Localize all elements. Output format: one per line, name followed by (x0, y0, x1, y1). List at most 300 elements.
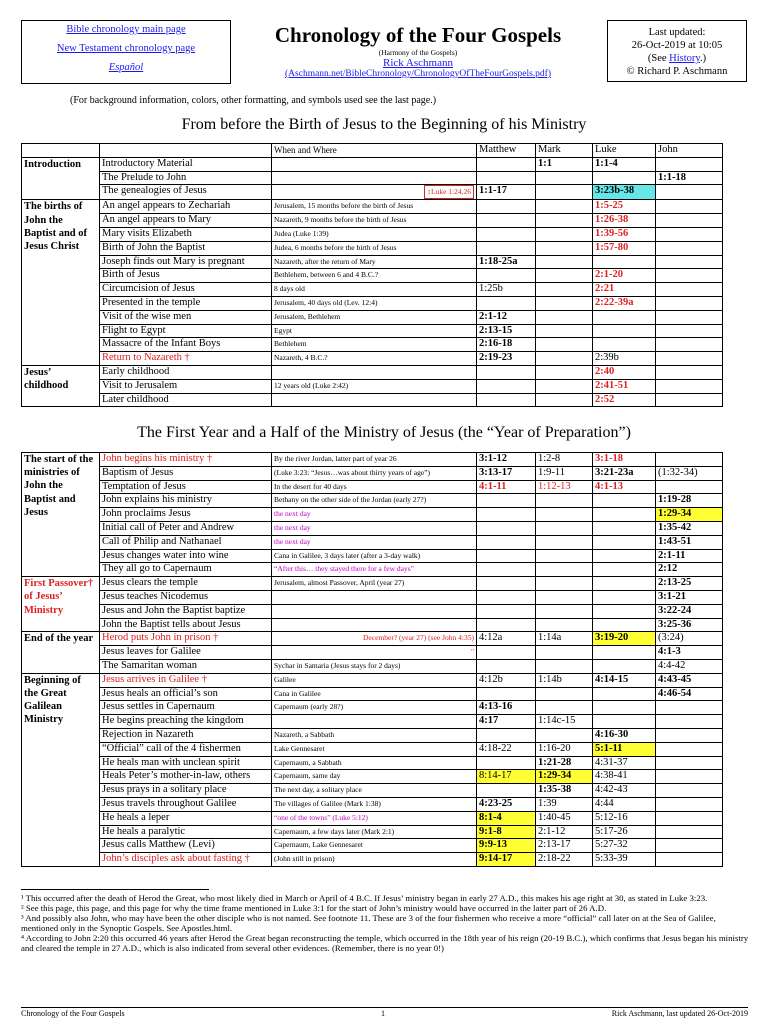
table-row (22, 797, 723, 811)
scripture-ref-cell: 2:21 (593, 283, 656, 297)
when-where-cell (272, 185, 477, 200)
scripture-ref-cell (656, 784, 723, 798)
event-cell: An angel appears to Zechariah (100, 200, 272, 214)
scripture-ref-cell (593, 549, 656, 563)
scripture-ref-cell (536, 590, 593, 604)
event-cell: Birth of Jesus (100, 269, 272, 283)
when-where-cell: Judea (Luke 1:39) (272, 227, 477, 241)
scripture-ref-cell: 1:14b (536, 673, 593, 687)
scripture-ref-cell: 2:22-39a (593, 296, 656, 310)
scripture-ref-cell (656, 480, 723, 494)
scripture-ref-cell: 3:13-17 (477, 466, 536, 480)
table-row (22, 453, 723, 467)
table-row (22, 839, 723, 853)
event-cell: Baptism of Jesus (100, 466, 272, 480)
table-row (22, 632, 723, 646)
scripture-ref-cell: 1:9-11 (536, 466, 593, 480)
table-row (22, 577, 723, 591)
scripture-ref-cell: 1:25b (477, 283, 536, 297)
table-row (22, 241, 723, 255)
when-where-cell: 8 days old (272, 283, 477, 297)
pdf-url-link[interactable]: (Aschmann.net/BibleChronology/ChronologyOfTheFourGospels.pdf) (285, 69, 551, 79)
scripture-ref-cell (656, 310, 723, 324)
scripture-ref-cell: 3:1-21 (656, 590, 723, 604)
event-cell: They all go to Capernaum (100, 563, 272, 577)
scripture-ref-cell (593, 494, 656, 508)
scripture-ref-cell (536, 535, 593, 549)
column-header: Luke (593, 144, 656, 158)
scripture-ref-cell (656, 338, 723, 352)
scripture-ref-cell (656, 241, 723, 255)
scripture-ref-cell (656, 185, 723, 200)
scripture-ref-cell: 1:1-4 (593, 157, 656, 171)
event-cell: The Prelude to John (100, 171, 272, 185)
scripture-ref-cell (656, 255, 723, 269)
scripture-ref-cell: 1:29-34 (656, 508, 723, 522)
event-cell: Introductory Material (100, 157, 272, 171)
scripture-ref-cell (536, 365, 593, 379)
table-row (22, 338, 723, 352)
scripture-ref-cell: 4:14-15 (593, 673, 656, 687)
event-cell: Jesus teaches Nicodemus (100, 590, 272, 604)
scripture-ref-cell (656, 352, 723, 366)
scripture-ref-cell (477, 227, 536, 241)
title-block (240, 22, 596, 79)
section2-title: The First Year and a Half of the Ministry of Jesus (the “Year of Preparation”) (137, 424, 631, 441)
scripture-ref-cell: 3:19-20 (593, 632, 656, 646)
scripture-ref-cell (656, 283, 723, 297)
scripture-ref-cell (536, 563, 593, 577)
event-cell: Jesus changes water into wine (100, 549, 272, 563)
event-cell: Jesus heals an official’s son (100, 687, 272, 701)
when-where-cell: Galilee (272, 673, 477, 687)
scripture-ref-cell (656, 715, 723, 729)
scripture-ref-cell (536, 379, 593, 393)
column-header: Matthew (477, 144, 536, 158)
scripture-ref-cell (477, 659, 536, 673)
event-cell: Initial call of Peter and Andrew (100, 521, 272, 535)
scripture-ref-cell (656, 770, 723, 784)
scripture-ref-cell (656, 365, 723, 379)
section-label: Beginning of the Great Galilean Ministry (22, 673, 100, 866)
scripture-ref-cell (656, 296, 723, 310)
when-where-cell: Capernaum (early 28?) (272, 701, 477, 715)
event-cell: Jesus arrives in Galilee † (100, 673, 272, 687)
section-label: Introduction (22, 157, 100, 200)
scripture-ref-cell (477, 728, 536, 742)
footnote-2: ² See this page, this page, and this page for why the time frame mentioned in Luke 3:1 for the start of John’s ministry would have occurred in the latter part of 26 A.D. (21, 903, 607, 913)
when-where-cell: Jerusalem, 15 months before the birth of Jesus (272, 200, 477, 214)
scripture-ref-cell (477, 157, 536, 171)
when-where-cell: Egypt (272, 324, 477, 338)
when-where-cell (272, 590, 477, 604)
scripture-ref-cell (656, 839, 723, 853)
scripture-ref-cell (593, 310, 656, 324)
table-row (22, 494, 723, 508)
event-cell: Massacre of the Infant Boys (100, 338, 272, 352)
scripture-ref-cell (656, 742, 723, 756)
table-row (22, 352, 723, 366)
scripture-ref-cell (477, 604, 536, 618)
event-cell: Mary visits Elizabeth (100, 227, 272, 241)
scripture-ref-cell: 2:40 (593, 365, 656, 379)
scripture-ref-cell: 1:57-80 (593, 241, 656, 255)
updated-label: Last updated: (648, 27, 706, 38)
scripture-ref-cell (536, 200, 593, 214)
scripture-ref-cell: 1:35-38 (536, 784, 593, 798)
scripture-ref-cell: 2:19-23 (477, 352, 536, 366)
table-row (22, 393, 723, 407)
scripture-ref-cell (477, 200, 536, 214)
when-where-cell (272, 393, 477, 407)
table-row (22, 296, 723, 310)
scripture-ref-cell (593, 701, 656, 715)
scripture-ref-cell (593, 508, 656, 522)
cross-reference-link[interactable]: ↕Luke 1:24,26 (424, 185, 474, 199)
event-cell: Jesus clears the temple (100, 577, 272, 591)
event-cell: He heals man with unclean spirit (100, 756, 272, 770)
scripture-ref-cell (593, 604, 656, 618)
event-cell: Jesus and John the Baptist baptize (100, 604, 272, 618)
scripture-ref-cell (477, 646, 536, 660)
when-where-cell: “one of the towns” (Luke 5:12) (272, 811, 477, 825)
scripture-ref-cell: 2:18-22 (536, 853, 593, 867)
when-where-cell (272, 171, 477, 185)
scripture-ref-cell: 4:38-41 (593, 770, 656, 784)
event-cell: The genealogies of Jesus (100, 185, 272, 200)
when-where-cell: Capernaum, same day (272, 770, 477, 784)
page-number: 1 (381, 1009, 385, 1018)
scripture-ref-cell (593, 577, 656, 591)
event-cell: Circumcision of Jesus (100, 283, 272, 297)
scripture-ref-cell (536, 659, 593, 673)
when-where-cell: Cana in Galilee (272, 687, 477, 701)
scripture-ref-cell: 1:5-25 (593, 200, 656, 214)
section-label: First Passover† of Jesus’ Ministry (22, 577, 100, 632)
scripture-ref-cell: 2:12 (656, 563, 723, 577)
scripture-ref-cell (593, 521, 656, 535)
scripture-ref-cell: 1:29-34 (536, 770, 593, 784)
scripture-ref-cell: 4:13-16 (477, 701, 536, 715)
scripture-ref-cell: 9:1-8 (477, 825, 536, 839)
scripture-ref-cell: 1:39 (536, 797, 593, 811)
scripture-ref-cell: 1:35-42 (656, 521, 723, 535)
scripture-ref-cell: 3:1-18 (593, 453, 656, 467)
scripture-ref-cell (656, 200, 723, 214)
scripture-ref-cell: 1:39-56 (593, 227, 656, 241)
page-title: Chronology of the Four Gospels (274, 23, 562, 47)
scripture-ref-cell (593, 255, 656, 269)
scripture-ref-cell (536, 227, 593, 241)
when-where-cell: Nazareth, a Sabbath (272, 728, 477, 742)
table-row (22, 521, 723, 535)
table-row (22, 480, 723, 494)
scripture-ref-cell (536, 352, 593, 366)
scripture-ref-cell (593, 535, 656, 549)
scripture-ref-cell: 1:16-20 (536, 742, 593, 756)
scripture-ref-cell (656, 269, 723, 283)
scripture-ref-cell (536, 508, 593, 522)
table-row (22, 157, 723, 171)
table-row (22, 811, 723, 825)
table-row (22, 283, 723, 297)
when-where-cell: Jerusalem, almost Passover, April (year 27) (272, 577, 477, 591)
when-where-cell: In the desert for 40 days (272, 480, 477, 494)
event-cell: Herod puts John in prison † (100, 632, 272, 646)
scripture-ref-cell: 1:1-18 (656, 171, 723, 185)
when-where-cell: Cana in Galilee, 3 days later (after a 3-day walk) (272, 549, 477, 563)
event-cell: He heals a paralytic (100, 825, 272, 839)
author-link[interactable]: Rick Aschmann (383, 57, 453, 69)
table-row (22, 535, 723, 549)
scripture-ref-cell (536, 646, 593, 660)
scripture-ref-cell: 1:1 (536, 157, 593, 171)
when-where-cell: Nazareth, 9 months before the birth of Jesus (272, 214, 477, 228)
scripture-ref-cell (536, 604, 593, 618)
event-cell: Jesus leaves for Galilee (100, 646, 272, 660)
scripture-ref-cell: 5:1-11 (593, 742, 656, 756)
table-row (22, 756, 723, 770)
scripture-ref-cell (536, 393, 593, 407)
scripture-ref-cell (536, 171, 593, 185)
scripture-ref-cell (656, 797, 723, 811)
scripture-ref-cell (477, 563, 536, 577)
scripture-ref-cell: 4:1-3 (656, 646, 723, 660)
when-where-cell: Capernaum, a few days later (Mark 2:1) (272, 825, 477, 839)
scripture-ref-cell: 4:46-54 (656, 687, 723, 701)
scripture-ref-cell: 4:1-11 (477, 480, 536, 494)
page-subtitle: (Harmony of the Gospels) (378, 48, 458, 57)
scripture-ref-cell (593, 324, 656, 338)
section1-title: From before the Birth of Jesus to the Beginning of his Ministry (181, 116, 587, 133)
scripture-ref-cell: 4:18-22 (477, 742, 536, 756)
history-link[interactable]: History (669, 53, 700, 64)
section-label: End of the year (22, 632, 100, 673)
scripture-ref-cell (477, 590, 536, 604)
table-header-row (22, 144, 723, 158)
scripture-ref-cell: (3:24) (656, 632, 723, 646)
table-row (22, 659, 723, 673)
table-row (22, 853, 723, 867)
scripture-ref-cell: 4:17 (477, 715, 536, 729)
espanol-link[interactable]: Español (108, 62, 144, 73)
scripture-ref-cell: 1:21-28 (536, 756, 593, 770)
scripture-ref-cell: 4:12a (477, 632, 536, 646)
scripture-ref-cell (536, 687, 593, 701)
scripture-ref-cell: 2:13-17 (536, 839, 593, 853)
scripture-ref-cell: 1:18-25a (477, 255, 536, 269)
scripture-ref-cell: 2:41-51 (593, 379, 656, 393)
history-line: (See History.) (647, 53, 707, 64)
when-where-cell: Bethlehem, between 6 and 4 B.C.? (272, 269, 477, 283)
table-row (22, 563, 723, 577)
scripture-ref-cell: 3:23b-38 (593, 185, 656, 200)
footnotes (21, 893, 751, 953)
table-row (22, 185, 723, 200)
scripture-ref-cell (656, 393, 723, 407)
section-label: The start of the ministries of John the Baptist and Jesus (22, 453, 100, 577)
scripture-ref-cell: 9:9-13 (477, 839, 536, 853)
scripture-ref-cell: 4:1-13 (593, 480, 656, 494)
event-cell: He heals a leper (100, 811, 272, 825)
scripture-ref-cell: 5:12-16 (593, 811, 656, 825)
table-row (22, 728, 723, 742)
table-row (22, 200, 723, 214)
scripture-ref-cell (477, 241, 536, 255)
when-where-cell: (Luke 3:23: “Jesus…was about thirty years of age”) (272, 466, 477, 480)
footnote-1: ¹ This occurred after the death of Herod the Great, who most likely died in March or April of 4 B.C. If Jesus’ ministry began in early 27 A.D., this makes his age right at 30, as stated in Luke 3:23. (21, 893, 708, 903)
scripture-ref-cell (477, 549, 536, 563)
event-cell: Jesus calls Matthew (Levi) (100, 839, 272, 853)
scripture-ref-cell (656, 453, 723, 467)
scripture-ref-cell (593, 659, 656, 673)
scripture-ref-cell (536, 577, 593, 591)
when-where-cell: Lake Gennesaret (272, 742, 477, 756)
footer-rule (21, 1007, 748, 1008)
when-where-cell: Sychar in Samaria (Jesus stays for 2 days) (272, 659, 477, 673)
section-label: Jesus’ childhood (22, 365, 100, 406)
when-where-cell: “After this… they stayed there for a few days” (272, 563, 477, 577)
scripture-ref-cell (477, 687, 536, 701)
scripture-ref-cell (477, 171, 536, 185)
event-cell: The Samaritan woman (100, 659, 272, 673)
scripture-ref-cell (593, 590, 656, 604)
when-where-cell: Jerusalem, Bethlehem (272, 310, 477, 324)
table-row (22, 269, 723, 283)
column-header: When and Where (272, 144, 477, 158)
event-cell: John proclaims Jesus (100, 508, 272, 522)
when-where-cell: Nazareth, 4 B.C.? (272, 352, 477, 366)
when-where-cell (272, 157, 477, 171)
when-where-cell (272, 715, 477, 729)
scripture-ref-cell: 2:1-12 (536, 825, 593, 839)
event-cell: John’s disciples ask about fasting † (100, 853, 272, 867)
table-row (22, 255, 723, 269)
scripture-ref-cell: 2:1-20 (593, 269, 656, 283)
table-row (22, 379, 723, 393)
scripture-ref-cell: 4:42-43 (593, 784, 656, 798)
scripture-ref-cell (477, 535, 536, 549)
scripture-ref-cell: 1:12-13 (536, 480, 593, 494)
footnote-4: ⁴ According to John 2:20 this occurred 46 years after Herod the Great began reconstructing the temple, which occurred in the 18th year of his reign (20-19 B.C.), which confirms that Jesus began his ministry and cleared the temple in 27 A.D., which is also indicated from several other evidences. (Remember, there is no year 0!) (21, 933, 749, 953)
scripture-ref-cell (536, 255, 593, 269)
scripture-ref-cell (477, 521, 536, 535)
scripture-ref-cell: 1:2-8 (536, 453, 593, 467)
scripture-ref-cell (536, 618, 593, 632)
event-cell: Presented in the temple (100, 296, 272, 310)
scripture-ref-cell: 4:4-42 (656, 659, 723, 673)
scripture-ref-cell (593, 715, 656, 729)
table-row (22, 646, 723, 660)
event-cell: Temptation of Jesus (100, 480, 272, 494)
scripture-ref-cell (536, 521, 593, 535)
scripture-ref-cell (656, 728, 723, 742)
scripture-ref-cell (656, 701, 723, 715)
when-where-cell: (John still in prison) (272, 853, 477, 867)
copyright: © Richard P. Aschmann (626, 66, 728, 77)
background-info-note: (For background information, colors, other formatting, and symbols used see the last page.) (70, 95, 437, 106)
event-cell: John the Baptist tells about Jesus (100, 618, 272, 632)
column-header (22, 144, 100, 158)
event-cell: An angel appears to Mary (100, 214, 272, 228)
table-row (22, 508, 723, 522)
when-where-cell: Bethany on the other side of the Jordan (early 27?) (272, 494, 477, 508)
scripture-ref-cell: (1:32-34) (656, 466, 723, 480)
scripture-ref-cell: 8:14-17 (477, 770, 536, 784)
scripture-ref-cell: 2:52 (593, 393, 656, 407)
scripture-ref-cell: 8:1-4 (477, 811, 536, 825)
event-cell: Flight to Egypt (100, 324, 272, 338)
scripture-ref-cell: 1:19-28 (656, 494, 723, 508)
scripture-ref-cell (477, 296, 536, 310)
scripture-ref-cell (477, 214, 536, 228)
scripture-ref-cell: 5:33-39 (593, 853, 656, 867)
table-row (22, 310, 723, 324)
scripture-ref-cell (656, 853, 723, 867)
when-where-cell: " (272, 646, 477, 660)
table-row (22, 687, 723, 701)
update-box (607, 20, 747, 82)
scripture-ref-cell (477, 269, 536, 283)
when-where-cell: The next day, a solitary place (272, 784, 477, 798)
table-row (22, 618, 723, 632)
table-row (22, 365, 723, 379)
footer-author: Rick Aschmann, last updated 26-Oct-2019 (611, 1009, 748, 1018)
scripture-ref-cell (593, 338, 656, 352)
scripture-ref-cell: 3:1-12 (477, 453, 536, 467)
table-row (22, 742, 723, 756)
table-row (22, 214, 723, 228)
scripture-ref-cell: 2:13-15 (477, 324, 536, 338)
scripture-ref-cell (536, 214, 593, 228)
event-cell: Heals Peter’s mother-in-law, others (100, 770, 272, 784)
scripture-ref-cell: 4:23-25 (477, 797, 536, 811)
scripture-ref-cell (477, 379, 536, 393)
table-row (22, 227, 723, 241)
scripture-ref-cell: 1:14c-15 (536, 715, 593, 729)
scripture-ref-cell: 2:16-18 (477, 338, 536, 352)
scripture-ref-cell: 1:1-17 (477, 185, 536, 200)
scripture-ref-cell (656, 825, 723, 839)
scripture-ref-cell (536, 728, 593, 742)
when-where-cell: the next day (272, 508, 477, 522)
event-cell: Birth of John the Baptist (100, 241, 272, 255)
scripture-ref-cell: 4:31-37 (593, 756, 656, 770)
scripture-ref-cell: 3:25-36 (656, 618, 723, 632)
section1-table (21, 143, 723, 407)
nt-chronology-link[interactable]: New Testament chronology page (56, 43, 196, 54)
event-cell: Joseph finds out Mary is pregnant (100, 255, 272, 269)
when-where-cell: Judea, 6 months before the birth of Jesus (272, 241, 477, 255)
footnote-rule (21, 889, 209, 890)
nav-link-box (21, 20, 231, 84)
table-row (22, 701, 723, 715)
when-where-cell: Capernaum, Lake Gennesaret (272, 839, 477, 853)
scripture-ref-cell: 2:1-11 (656, 549, 723, 563)
scripture-ref-cell (536, 494, 593, 508)
event-cell: “Official” call of the 4 fishermen (100, 742, 272, 756)
bible-chronology-link[interactable]: Bible chronology main page (66, 24, 186, 35)
event-cell: Later childhood (100, 393, 272, 407)
footer-title: Chronology of the Four Gospels (21, 1009, 125, 1018)
scripture-ref-cell (477, 393, 536, 407)
table-row (22, 466, 723, 480)
scripture-ref-cell (477, 784, 536, 798)
scripture-ref-cell (477, 618, 536, 632)
column-header: Mark (536, 144, 593, 158)
when-where-cell: the next day (272, 535, 477, 549)
scripture-ref-cell (593, 563, 656, 577)
